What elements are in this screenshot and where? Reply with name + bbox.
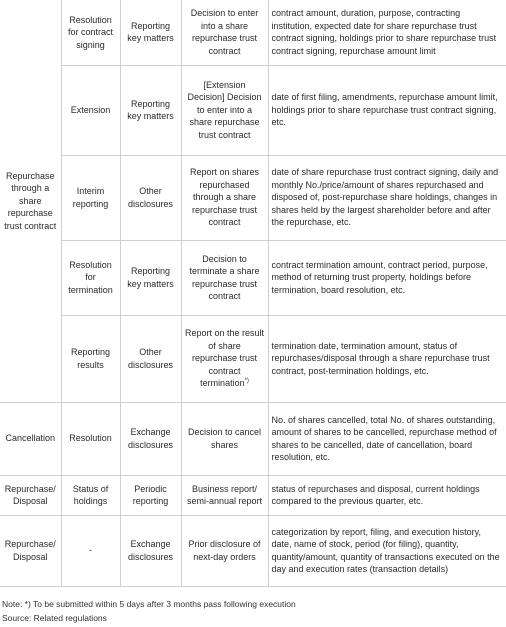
- table-row: [0, 0, 506, 65]
- item-cell: [181, 315, 268, 402]
- details-cell: contract amount, duration, purpose, contracting institution, expected date for share repurchase trust contract signing, holdings prior to share repurchase trust contract signing, repurchase amount limit: [268, 0, 506, 65]
- table-row: [0, 475, 506, 515]
- footnote: Note: *) To be submitted within 5 days after 3 months pass following execution: [2, 599, 296, 609]
- type-cell: Reporting key matters: [120, 240, 181, 315]
- item-cell: [181, 402, 268, 475]
- type-cell: Periodic reporting: [120, 475, 181, 515]
- table-row: [0, 515, 506, 586]
- item-text: Business report/ semi-annual report: [186, 483, 263, 506]
- details-cell: termination date, termination amount, status of repurchases/disposal through a share repurchase trust contract, post-termination holdings, etc.: [268, 315, 506, 402]
- details-cell: No. of shares cancelled, total No. of shares outstanding, amount of shares to be cancelled, repurchase method of shares to be cancelled, date of cancellation, board resolution, etc.: [268, 402, 506, 475]
- item-cell: [181, 475, 268, 515]
- type-cell: Exchange disclosures: [120, 515, 181, 586]
- details-cell: contract termination amount, contract period, purpose, method of returning trust property, holdings before termination, board resolution, etc.: [268, 240, 506, 315]
- item-text: [Extension Decision] Decision to enter into a share repurchase trust contract: [187, 79, 262, 140]
- stage-cell: Extension: [61, 65, 120, 155]
- stage-cell: Reporting results: [61, 315, 120, 402]
- item-text: Decision to enter into a share repurchase trust contract: [190, 8, 259, 56]
- stage-cell: -: [61, 515, 120, 586]
- source-note: Source: Related regulations: [2, 613, 107, 623]
- details-cell: date of share repurchase trust contract signing, daily and monthly No./price/amount of shares repurchased and disposed of, post-repurchase share holdings, changes in shares held by the largest shareholder before and after the repurchase, etc.: [268, 155, 506, 240]
- type-cell: Reporting key matters: [120, 0, 181, 65]
- type-cell: Exchange disclosures: [120, 402, 181, 475]
- table-row: [0, 315, 506, 402]
- group-cell: Repurchase/ Disposal: [0, 515, 61, 586]
- item-cell: [181, 155, 268, 240]
- group-cell: Cancellation: [0, 402, 61, 475]
- item-cell: [181, 65, 268, 155]
- item-text: Report on shares repurchased through a share repurchase trust contract: [189, 167, 260, 228]
- stage-cell: Interim reporting: [61, 155, 120, 240]
- item-text: Report on the result of share repurchase trust contract termination: [184, 328, 265, 389]
- details-cell: date of first filing, amendments, repurchase amount limit, holdings prior to share repurchase trust contract signing, etc.: [268, 65, 506, 155]
- stage-cell: Resolution for contract signing: [61, 0, 120, 65]
- stage-cell: Resolution for termination: [61, 240, 120, 315]
- table-row: [0, 65, 506, 155]
- details-cell: status of repurchases and disposal, current holdings compared to the previous quarter, etc.: [268, 475, 506, 515]
- table-row: [0, 240, 506, 315]
- type-cell: Reporting key matters: [120, 65, 181, 155]
- table-row: [0, 155, 506, 240]
- item-text: Decision to cancel shares: [187, 427, 262, 450]
- stage-cell: Resolution: [61, 402, 120, 475]
- group-cell: Repurchase/ Disposal: [0, 475, 61, 515]
- details-cell: categorization by report, filing, and execution history, date, name of stock, period (for filing), quantity, quantity/amount, quantity of transactions executed on the day and execution rates (transaction details): [268, 515, 506, 586]
- type-cell: Other disclosures: [120, 155, 181, 240]
- item-cell: [181, 240, 268, 315]
- footnote-marker: *): [244, 378, 249, 385]
- item-text: Decision to terminate a share repurchase trust contract: [189, 253, 260, 301]
- item-cell: [181, 515, 268, 586]
- item-cell: [181, 0, 268, 65]
- type-cell: Other disclosures: [120, 315, 181, 402]
- group-cell: Repurchase through a share repurchase trust contract: [0, 0, 61, 402]
- item-text: Prior disclosure of next-day orders: [188, 539, 261, 562]
- stage-cell: Status of holdings: [61, 475, 120, 515]
- table-row: [0, 402, 506, 475]
